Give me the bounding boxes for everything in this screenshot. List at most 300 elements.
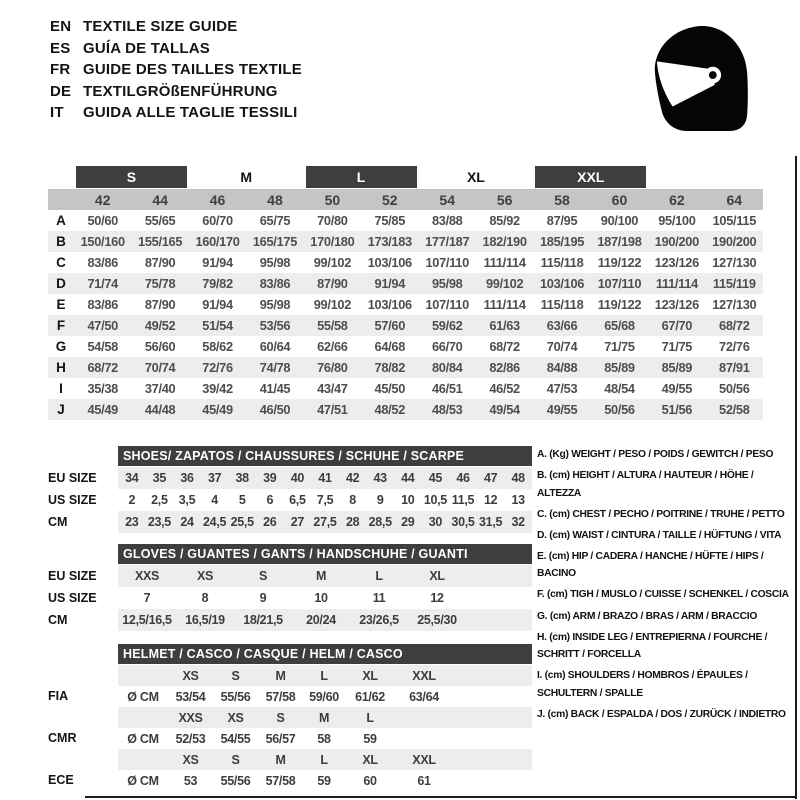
measurement-value: 45/49 — [202, 402, 233, 417]
measurement-value: 65/68 — [604, 318, 635, 333]
page-edge-vertical-line — [795, 156, 797, 799]
size-value: 2,5 — [151, 493, 168, 507]
size-value: 47 — [483, 471, 498, 485]
language-title: TEXTILE SIZE GUIDE — [83, 18, 238, 35]
size-group-label: L — [306, 166, 417, 188]
measurement-value: 45/50 — [374, 381, 406, 396]
measurement-row — [48, 357, 763, 378]
measurement-value: 51/56 — [661, 402, 693, 417]
size-value: 5 — [238, 493, 246, 507]
size-value: 18/21,5 — [243, 613, 283, 627]
sub-title-row — [48, 544, 532, 564]
language-row — [50, 38, 302, 60]
measurement-value: 99/102 — [485, 276, 524, 291]
measurement-value: 70/74 — [144, 360, 176, 375]
sub-row — [48, 489, 532, 511]
sub-label-spacer — [48, 749, 118, 770]
measurement-value: 107/110 — [597, 276, 642, 291]
measurement-value: 49/55 — [546, 402, 578, 417]
measurement-value: 123/126 — [654, 255, 699, 270]
size-value: 11,5 — [451, 493, 475, 507]
helmet-size-label: XL — [362, 752, 378, 767]
size-value: 23 — [125, 515, 139, 529]
measurement-row — [48, 210, 763, 231]
helmet-size-value: 57/58 — [265, 689, 296, 704]
measurement-value: 95/98 — [431, 276, 463, 291]
measurement-value: 64/68 — [374, 339, 406, 354]
legend-item: A. (Kg) WEIGHT / PESO / POIDS / GEWITCH / PESO — [537, 449, 774, 460]
size-value: 4 — [211, 493, 218, 507]
standard-name: FIA — [48, 689, 69, 703]
measurement-value: 74/78 — [259, 360, 291, 375]
helmet-size-value: 60 — [363, 773, 377, 788]
measurement-value: 83/88 — [431, 213, 463, 228]
measurement-value: 43/47 — [317, 381, 348, 396]
measurement-row — [48, 273, 763, 294]
sub-label-spacer — [48, 665, 118, 686]
measurement-value: 182/190 — [482, 234, 527, 249]
size-column-header: 52 — [382, 191, 398, 208]
helmet-sizes-band — [118, 707, 532, 728]
gloves-size-table — [48, 544, 532, 631]
size-value: 2 — [128, 493, 136, 507]
sub-label-spacer — [48, 446, 118, 466]
measurement-value: 170/180 — [310, 234, 355, 249]
measurement-value: 83/86 — [87, 255, 118, 270]
helmet-size-label: L — [320, 668, 328, 683]
size-value: 46 — [456, 471, 470, 485]
size-value: 43 — [373, 471, 387, 485]
sub-row — [48, 587, 532, 609]
helmet-size-value: 61/62 — [355, 689, 385, 704]
measurement-value: 87/95 — [546, 213, 578, 228]
sub-table-title: SHOES/ ZAPATOS / CHAUSSURES / SCHUHE / SCARPE — [118, 446, 532, 466]
size-group-cell — [189, 166, 304, 189]
measurement-value: 127/130 — [712, 297, 757, 312]
measurement-legend — [537, 446, 797, 727]
language-row — [50, 102, 302, 124]
row-letter: J — [57, 402, 65, 417]
size-value: 13 — [511, 493, 525, 507]
measurement-value: 39/42 — [202, 381, 233, 396]
measurement-value: 60/70 — [202, 213, 233, 228]
legend-item: B. (cm) HEIGHT / ALTURA / HAUTEUR / HÖHE / ALTEZZA — [537, 470, 754, 499]
measurement-value: 50/56 — [604, 402, 635, 417]
measurement-value: 46/51 — [431, 381, 463, 396]
helmet-size-value: 54/55 — [220, 731, 251, 746]
standard-name: ECE — [48, 773, 74, 787]
language-row — [50, 81, 302, 103]
legend-item: E. (cm) HIP / CADERA / HANCHE / HÜFTE / HIPS / BACINO — [537, 550, 764, 580]
size-value: 36 — [180, 471, 194, 485]
measurement-value: 103/106 — [539, 276, 585, 291]
language-title: TEXTILGRÖßENFÜHRUNG — [83, 82, 278, 100]
row-letter: G — [55, 339, 67, 354]
sub-row-band — [118, 489, 532, 511]
sub-row-label: CM — [48, 515, 68, 529]
size-value: 8 — [201, 591, 209, 605]
size-column-header: 62 — [669, 191, 685, 208]
sub-row-band — [118, 511, 532, 533]
helmet-sizes-row — [48, 665, 532, 686]
size-value: S — [258, 569, 268, 583]
measurement-value: 35/38 — [87, 381, 118, 396]
helmet-size-label: M — [275, 668, 286, 683]
diameter-unit-label: Ø CM — [127, 689, 159, 704]
size-column-header: 48 — [267, 191, 283, 208]
sub-title-row — [48, 644, 532, 664]
size-value: 26 — [263, 515, 277, 529]
measurement-value: 177/187 — [425, 234, 470, 249]
measurement-value: 75/78 — [144, 276, 176, 291]
measurement-value: 95/98 — [259, 255, 291, 270]
measurement-value: 49/55 — [661, 381, 693, 396]
sub-label-spacer — [48, 644, 118, 664]
helmet-size-label: XS — [227, 710, 244, 725]
sub-row — [48, 467, 532, 489]
size-value: 28,5 — [368, 515, 392, 529]
legend-item: D. (cm) WAIST / CINTURA / TAILLE / HÜFTUNG / VITA — [537, 529, 782, 541]
helmet-size-label: XL — [362, 668, 378, 683]
helmet-size-value: 55/56 — [220, 773, 251, 788]
helmet-sizes-band — [118, 749, 532, 770]
measurement-value: 55/58 — [317, 318, 348, 333]
size-value: XL — [429, 569, 445, 583]
sub-title-row — [48, 446, 532, 466]
measurement-value: 111/114 — [483, 297, 526, 312]
measurement-value: 49/52 — [144, 318, 176, 333]
measurement-row — [48, 336, 763, 357]
size-value: 16,5/19 — [185, 613, 225, 627]
helmet-values-row — [48, 728, 532, 749]
helmet-sizes-row — [48, 707, 532, 728]
measurement-value: 111/114 — [483, 255, 526, 270]
size-value: 32 — [511, 515, 525, 529]
measurement-value: 187/198 — [597, 234, 642, 249]
helmet-values-band — [118, 686, 532, 707]
language-code: EN — [50, 18, 72, 35]
sub-row-band — [118, 587, 532, 609]
measurement-value: 68/72 — [489, 339, 520, 354]
measurement-value: 91/94 — [202, 255, 233, 270]
measurement-value: 54/58 — [87, 339, 118, 354]
measurement-value: 70/80 — [317, 213, 348, 228]
helmet-size-label: S — [231, 752, 240, 767]
language-title: GUIDA ALLE TAGLIE TESSILI — [83, 104, 298, 121]
helmet-size-label: XXL — [412, 752, 436, 767]
size-value: 44 — [401, 471, 415, 485]
measurement-value: 115/118 — [540, 255, 584, 270]
helmet-size-label: L — [320, 752, 328, 767]
helmet-values-band — [118, 728, 532, 749]
size-value: 12 — [430, 591, 444, 605]
measurement-value: 99/102 — [313, 255, 352, 270]
measurement-value: 44/48 — [144, 402, 176, 417]
size-value: 41 — [318, 471, 332, 485]
helmet-sizes-row — [48, 749, 532, 770]
size-value: 11 — [372, 591, 386, 605]
size-column-header: 60 — [611, 191, 628, 208]
measurement-value: 72/76 — [202, 360, 233, 375]
sub-row-label: US SIZE — [48, 493, 97, 507]
measurement-value: 56/60 — [144, 339, 176, 354]
size-value: 34 — [125, 471, 139, 485]
size-value: 8 — [349, 493, 356, 507]
measurement-value: 165/175 — [252, 234, 298, 249]
size-group-cell — [304, 166, 419, 189]
size-value: 27,5 — [313, 515, 337, 529]
measurement-value: 105/115 — [712, 213, 757, 228]
measurement-value: 87/90 — [317, 276, 348, 291]
size-column-header: 64 — [726, 191, 743, 208]
size-group-cell — [533, 166, 648, 189]
sub-row-band — [118, 565, 532, 587]
helmet-size-value: 57/58 — [265, 773, 296, 788]
size-column-header: 56 — [496, 191, 513, 208]
size-value: 9 — [376, 493, 384, 507]
sub-table-title: GLOVES / GUANTES / GANTS / HANDSCHUHE / GUANTI — [118, 544, 532, 564]
measurement-value: 47/50 — [87, 318, 118, 333]
measurement-value: 51/54 — [202, 318, 233, 333]
sub-row-band — [118, 609, 532, 631]
measurement-value: 83/86 — [87, 297, 118, 312]
measurement-value: 71/74 — [87, 276, 118, 291]
sub-row-label: EU SIZE — [48, 569, 97, 583]
size-value: 25,5/30 — [417, 613, 457, 627]
size-value: 25,5 — [230, 515, 254, 529]
measurement-row — [48, 378, 763, 399]
measurement-value: 48/53 — [431, 402, 463, 417]
measurement-value: 46/52 — [489, 381, 520, 396]
measurement-row — [48, 315, 763, 336]
size-value: 27 — [290, 515, 305, 529]
size-group-row — [48, 166, 763, 189]
row-letter: E — [56, 297, 66, 312]
measurement-value: 59/62 — [431, 318, 463, 333]
helmet-size-label: M — [318, 710, 330, 725]
row-letter: B — [56, 234, 66, 249]
measurement-value: 85/89 — [661, 360, 693, 375]
measurement-value: 103/106 — [367, 297, 412, 312]
size-value: 12 — [483, 493, 498, 507]
size-value: 7 — [143, 591, 151, 605]
helmet-size-label: L — [366, 710, 374, 725]
shoes-size-table — [48, 446, 532, 533]
helmet-size-value: 59 — [317, 773, 331, 788]
language-title: GUÍA DE TALLAS — [83, 39, 210, 57]
helmet-size-value: 53/54 — [175, 689, 206, 704]
size-value: 6 — [266, 493, 274, 507]
size-group-label: XXL — [535, 166, 646, 188]
measurement-value: 91/94 — [374, 276, 406, 291]
size-group-cell — [648, 166, 705, 189]
size-value: XXS — [134, 569, 160, 583]
size-value: 24 — [180, 515, 194, 529]
measurement-value: 155/165 — [138, 234, 183, 249]
measurement-value: 79/82 — [202, 276, 233, 291]
helmet-size-label: M — [275, 752, 286, 767]
textile-size-table — [48, 166, 763, 420]
measurement-value: 48/54 — [604, 381, 635, 396]
measurement-value: 90/100 — [600, 213, 639, 228]
measurement-row — [48, 252, 763, 273]
language-row — [50, 59, 302, 81]
size-header-row — [48, 189, 763, 210]
size-value: 10 — [401, 493, 415, 507]
measurement-value: 83/86 — [259, 276, 291, 291]
row-letter: F — [56, 318, 66, 333]
size-value: 42 — [345, 471, 360, 485]
size-column-header: 44 — [152, 191, 168, 208]
row-letter: I — [59, 381, 63, 396]
measurement-value: 68/72 — [719, 318, 750, 333]
size-value: 29 — [401, 515, 415, 529]
measurement-value: 95/98 — [259, 297, 291, 312]
measurement-value: 52/58 — [719, 402, 750, 417]
racing-helmet-icon — [654, 24, 752, 134]
sub-row-band — [118, 467, 532, 489]
helmet-size-value: 59/60 — [309, 689, 339, 704]
size-value: 20/24 — [306, 613, 336, 627]
size-group-cell — [74, 166, 189, 189]
measurement-value: 57/60 — [374, 318, 406, 333]
measurement-row — [48, 399, 763, 420]
measurement-value: 84/88 — [546, 360, 578, 375]
size-value: 31,5 — [479, 515, 503, 529]
measurement-value: 45/49 — [87, 402, 118, 417]
helmet-size-label: XS — [182, 752, 199, 767]
size-column-header: 50 — [324, 191, 341, 208]
size-value: 37 — [207, 471, 222, 485]
language-code: ES — [50, 39, 71, 57]
language-code: DE — [50, 82, 72, 100]
row-letter: H — [56, 360, 66, 375]
measurement-value: 37/40 — [144, 381, 176, 396]
size-value: 30 — [428, 515, 443, 529]
measurement-value: 103/106 — [367, 255, 412, 270]
size-column-header: 42 — [94, 191, 111, 208]
size-value: 7,5 — [316, 493, 334, 507]
measurement-value: 78/82 — [374, 360, 406, 375]
measurement-value: 66/70 — [431, 339, 463, 354]
measurement-value: 75/85 — [374, 213, 406, 228]
measurement-value: 85/92 — [489, 213, 520, 228]
measurement-value: 123/126 — [654, 297, 699, 312]
helmet-values-row — [48, 686, 532, 707]
measurement-value: 71/75 — [661, 339, 693, 354]
measurement-value: 47/51 — [317, 402, 348, 417]
row-letter: C — [56, 255, 66, 270]
helmet-values-band — [118, 770, 532, 791]
measurement-value: 99/102 — [313, 297, 352, 312]
row-letter: D — [56, 276, 66, 291]
measurement-value: 107/110 — [425, 297, 469, 312]
measurement-value: 70/74 — [546, 339, 578, 354]
measurement-value: 50/56 — [719, 381, 750, 396]
measurement-value: 71/75 — [604, 339, 635, 354]
sub-row — [48, 609, 532, 631]
sub-row-label: EU SIZE — [48, 471, 97, 485]
helmet-size-label: XXL — [412, 668, 436, 683]
measurement-value: 115/118 — [540, 297, 584, 312]
measurement-value: 150/160 — [80, 234, 125, 249]
measurement-value: 111/114 — [655, 276, 698, 291]
size-value: 38 — [235, 471, 249, 485]
size-value: 12,5/16,5 — [122, 613, 172, 627]
language-code: FR — [50, 61, 71, 78]
helmet-size-value: 55/56 — [220, 689, 251, 704]
size-value: 35 — [152, 471, 167, 485]
measurement-value: 82/86 — [489, 360, 520, 375]
helmet-size-value: 56/57 — [265, 731, 296, 746]
measurement-value: 87/90 — [144, 297, 176, 312]
measurement-value: 46/50 — [259, 402, 291, 417]
measurement-value: 190/200 — [712, 234, 757, 249]
language-code: IT — [50, 104, 64, 121]
sub-row-label: CM — [48, 613, 68, 627]
sub-label-spacer — [48, 707, 118, 728]
helmet-size-label: S — [231, 668, 240, 683]
helmet-values-row — [48, 770, 532, 791]
measurement-value: 85/89 — [604, 360, 635, 375]
size-value: 39 — [263, 471, 277, 485]
measurement-value: 67/70 — [661, 318, 693, 333]
measurement-value: 65/75 — [259, 213, 291, 228]
measurement-value: 91/94 — [202, 297, 233, 312]
helmet-size-value: 52/53 — [175, 731, 206, 746]
size-value: 23,5 — [147, 515, 171, 529]
legend-item: C. (cm) CHEST / PECHO / POITRINE / TRUHE / PETTO — [537, 508, 785, 520]
measurement-value: 62/66 — [317, 339, 348, 354]
measurement-value: 49/54 — [489, 402, 520, 417]
legend-item: I. (cm) SHOULDERS / HOMBROS / ÉPAULES / SCHULTERN / SPALLE — [537, 670, 748, 699]
size-value: XS — [196, 569, 214, 583]
row-letter: A — [56, 213, 66, 228]
size-group-label: M — [240, 169, 253, 185]
diameter-unit-label: Ø CM — [127, 773, 159, 788]
measurement-value: 107/110 — [425, 255, 469, 270]
helmet-size-label: XXS — [178, 710, 203, 725]
helmet-size-table — [48, 644, 532, 791]
measurement-row — [48, 294, 763, 315]
measurement-value: 160/170 — [195, 234, 240, 249]
helmet-sizes-band — [118, 665, 532, 686]
measurement-value: 50/60 — [87, 213, 118, 228]
measurement-value: 63/66 — [546, 318, 578, 333]
measurement-value: 119/122 — [597, 297, 642, 312]
sub-table-title: HELMET / CASCO / CASQUE / HELM / CASCO — [118, 644, 532, 664]
measurement-value: 60/64 — [259, 339, 291, 354]
standard-name: CMR — [48, 731, 77, 745]
sub-label-spacer — [48, 544, 118, 564]
size-value: M — [315, 569, 327, 583]
language-title-list — [50, 16, 302, 124]
measurement-value: 173/183 — [367, 234, 412, 249]
size-value: 9 — [259, 591, 267, 605]
size-group-label: S — [76, 166, 187, 188]
measurement-row — [48, 231, 763, 252]
size-value: 30,5 — [451, 515, 475, 529]
measurement-value: 41/45 — [259, 381, 291, 396]
measurement-value: 87/90 — [144, 255, 176, 270]
language-row — [50, 16, 302, 38]
measurement-value: 55/65 — [144, 213, 176, 228]
size-value: 24,5 — [203, 515, 227, 529]
sub-row — [48, 565, 532, 587]
size-group-cell — [419, 166, 534, 189]
size-value: 45 — [428, 471, 443, 485]
size-value: 23/26,5 — [359, 613, 399, 627]
